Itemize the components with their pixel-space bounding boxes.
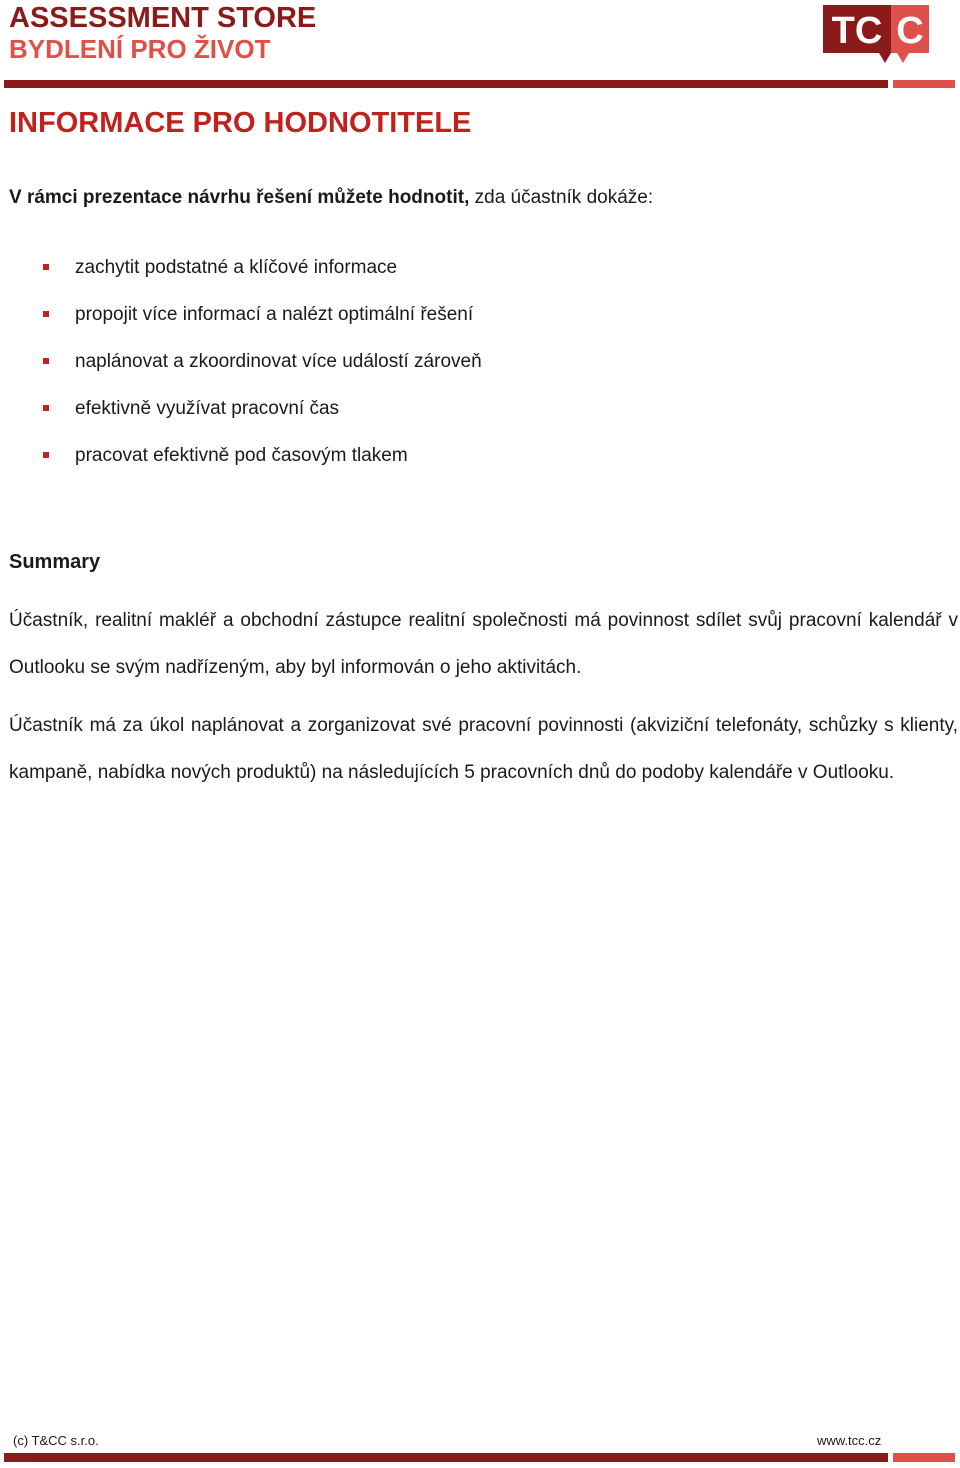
summary-paragraph-1: Účastník, realitní makléř a obchodní zástupce realitní společnosti má povinnost sdílet svůj pracovní kalendář v Outlooku se svým nadřízeným, aby byl informován o jeho aktivitách. [9, 610, 958, 678]
list-item [0, 302, 482, 349]
bullet-square-icon [43, 264, 49, 270]
header-title: ASSESSMENT STORE [9, 2, 317, 34]
bullet-square-icon [43, 452, 49, 458]
footer-rule-light [893, 1453, 955, 1462]
header-subtitle: BYDLENÍ PRO ŽIVOT [9, 34, 271, 64]
list-item [0, 396, 482, 443]
list-item-text: propojit více informací a nalézt optimální řešení [75, 304, 474, 325]
bullet-square-icon [43, 405, 49, 411]
list-item-text: zachytit podstatné a klíčové informace [75, 257, 398, 278]
logo-text-dark: TC [831, 10, 883, 52]
footer-website: www.tcc.cz [817, 1433, 882, 1448]
page-title: INFORMACE PRO HODNOTITELE [9, 107, 472, 139]
bullet-square-icon [43, 358, 49, 364]
list-item [0, 255, 482, 302]
bullet-square-icon [43, 311, 49, 317]
list-item-text: naplánovat a zkoordinovat více událostí zároveň [75, 351, 482, 372]
list-item [0, 443, 482, 490]
criteria-list [0, 255, 482, 490]
intro-bold: V rámci prezentace návrhu řešení můžete hodnotit, [9, 187, 470, 208]
list-item-text: efektivně využívat pracovní čas [75, 398, 340, 419]
footer-rule-dark [4, 1453, 888, 1462]
list-item [0, 349, 482, 396]
intro-text [9, 186, 653, 210]
header-rule-dark [4, 80, 888, 88]
list-item-text: pracovat efektivně pod časovým tlakem [75, 445, 408, 466]
intro-rest: zda účastník dokáže: [469, 187, 654, 208]
header-rule-light [893, 80, 955, 88]
footer-copyright: (c) T&CC s.r.o. [13, 1433, 99, 1448]
summary-heading: Summary [9, 551, 101, 573]
logo-text-light: C [896, 10, 924, 52]
tcc-logo-icon [823, 5, 931, 67]
summary-paragraph-2: Účastník má za úkol naplánovat a zorganizovat své pracovní povinnosti (akviziční telefonáty, schůzky s klienty, kampaně, nabídka nových produktů) na následujících 5 pracovních dnů do podoby kalendáře v Outlooku. [9, 715, 958, 783]
